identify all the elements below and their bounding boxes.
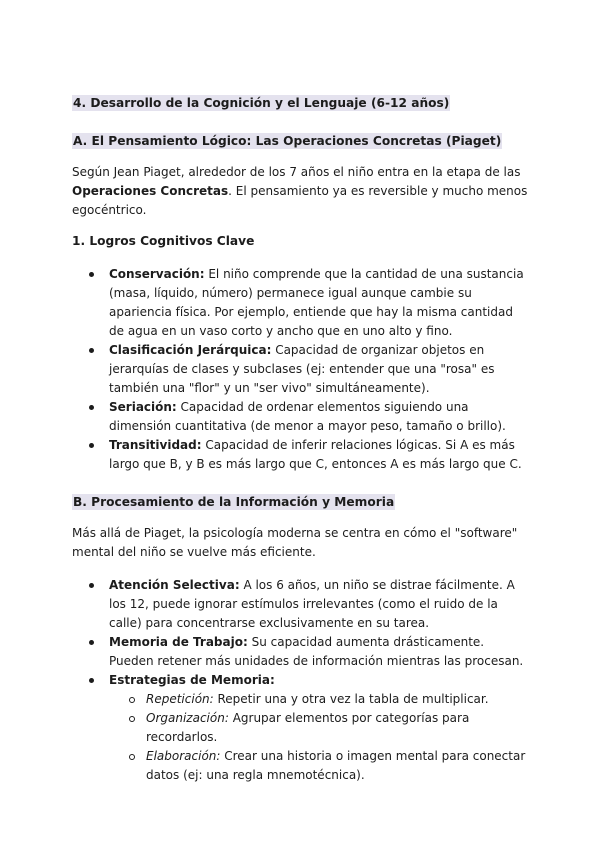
bullet-dot-icon <box>89 640 94 645</box>
sub-list-item-text: Agrupar elementos por categorías para recordarlos. <box>146 711 470 744</box>
hollow-bullet-icon <box>129 697 135 703</box>
list-item-text: Capacidad de organizar objetos en jerarquías de clases y subclases (ej: entender que una "rosa" es también una "flor" y un "ser vivo" simultáneamente). <box>109 343 495 395</box>
sub-list-item-term: Organización: <box>146 711 229 725</box>
section-a-subheading: 1. Logros Cognitivos Clave <box>72 234 255 248</box>
section-a-intro <box>72 163 528 220</box>
section-b-heading-text: B. Procesamiento de la Información y Memoria <box>73 495 395 509</box>
section-a-heading <box>72 132 528 151</box>
sub-list-item-term: Repetición: <box>146 692 214 706</box>
list-item <box>72 436 528 474</box>
sub-list-item-text: Repetir una y otra vez la tabla de multiplicar. <box>213 692 489 706</box>
section-a-intro-bold: Operaciones Concretas <box>72 184 229 198</box>
list-item-term: Transitividad: <box>109 438 202 452</box>
hollow-bullet-icon <box>129 716 135 722</box>
memory-strategies-list <box>109 690 528 785</box>
bullet-dot-icon <box>89 443 94 448</box>
section-a-heading-text: A. El Pensamiento Lógico: Las Operaciones Concretas (Piaget) <box>73 134 502 148</box>
list-item <box>72 576 528 633</box>
list-item <box>72 341 528 398</box>
section-a-intro-part-2: . El pensamiento ya es reversible y mucho menos egocéntrico. <box>72 184 528 217</box>
section-b-heading <box>72 493 528 512</box>
list-item-text: El niño comprende que la cantidad de una sustancia (masa, líquido, número) permanece igual aunque cambie su apariencia física. Por ejemplo, entiende que hay la misma cantidad de agua en un vaso corto y ancho que en uno alto y fino. <box>109 267 524 338</box>
document-title <box>72 94 528 113</box>
hollow-bullet-icon <box>129 754 135 760</box>
sub-list-item-term: Elaboración: <box>146 749 221 763</box>
bullet-dot-icon <box>89 678 94 683</box>
document-title-text: 4. Desarrollo de la Cognición y el Lenguaje (6-12 años) <box>73 96 450 110</box>
sub-list-item <box>109 690 528 709</box>
list-item-term: Memoria de Trabajo: <box>109 635 248 649</box>
list-item-text: Capacidad de ordenar elementos siguiendo una dimensión cuantitativa (de menor a mayor peso, tamaño o brillo). <box>109 400 506 433</box>
bullet-dot-icon <box>89 348 94 353</box>
bullet-dot-icon <box>89 583 94 588</box>
list-item-text: Capacidad de inferir relaciones lógicas. Si A es más largo que B, y B es más largo que C, entonces A es más largo que C. <box>109 438 522 471</box>
section-a-intro-part-1: Según Jean Piaget, alrededor de los 7 años el niño entra en la etapa de las <box>72 165 521 179</box>
list-item-term: Clasificación Jerárquica: <box>109 343 272 357</box>
information-processing-list <box>72 576 528 785</box>
list-item-text: A los 6 años, un niño se distrae fácilmente. A los 12, puede ignorar estímulos irrelevantes (como el ruido de la calle) para concentrarse exclusivamente en su tarea. <box>109 578 515 630</box>
list-item-term: Seriación: <box>109 400 177 414</box>
bullet-dot-icon <box>89 272 94 277</box>
cognitive-achievements-list <box>72 265 528 474</box>
sub-list-item <box>109 747 528 785</box>
list-item-term: Estrategias de Memoria: <box>109 673 275 687</box>
list-item-text: Su capacidad aumenta drásticamente. Pueden retener más unidades de información mientras las procesan. <box>109 635 524 668</box>
list-item-term: Atención Selectiva: <box>109 578 240 592</box>
section-b-intro: Más allá de Piaget, la psicología moderna se centra en cómo el "software" mental del niño se vuelve más eficiente. <box>72 526 518 559</box>
bullet-dot-icon <box>89 405 94 410</box>
list-item <box>72 671 528 785</box>
sub-list-item <box>109 709 528 747</box>
list-item-term: Conservación: <box>109 267 205 281</box>
list-item <box>72 398 528 436</box>
list-item <box>72 265 528 341</box>
list-item <box>72 633 528 671</box>
sub-list-item-text: Crear una historia o imagen mental para conectar datos (ej: una regla mnemotécnica). <box>146 749 526 782</box>
